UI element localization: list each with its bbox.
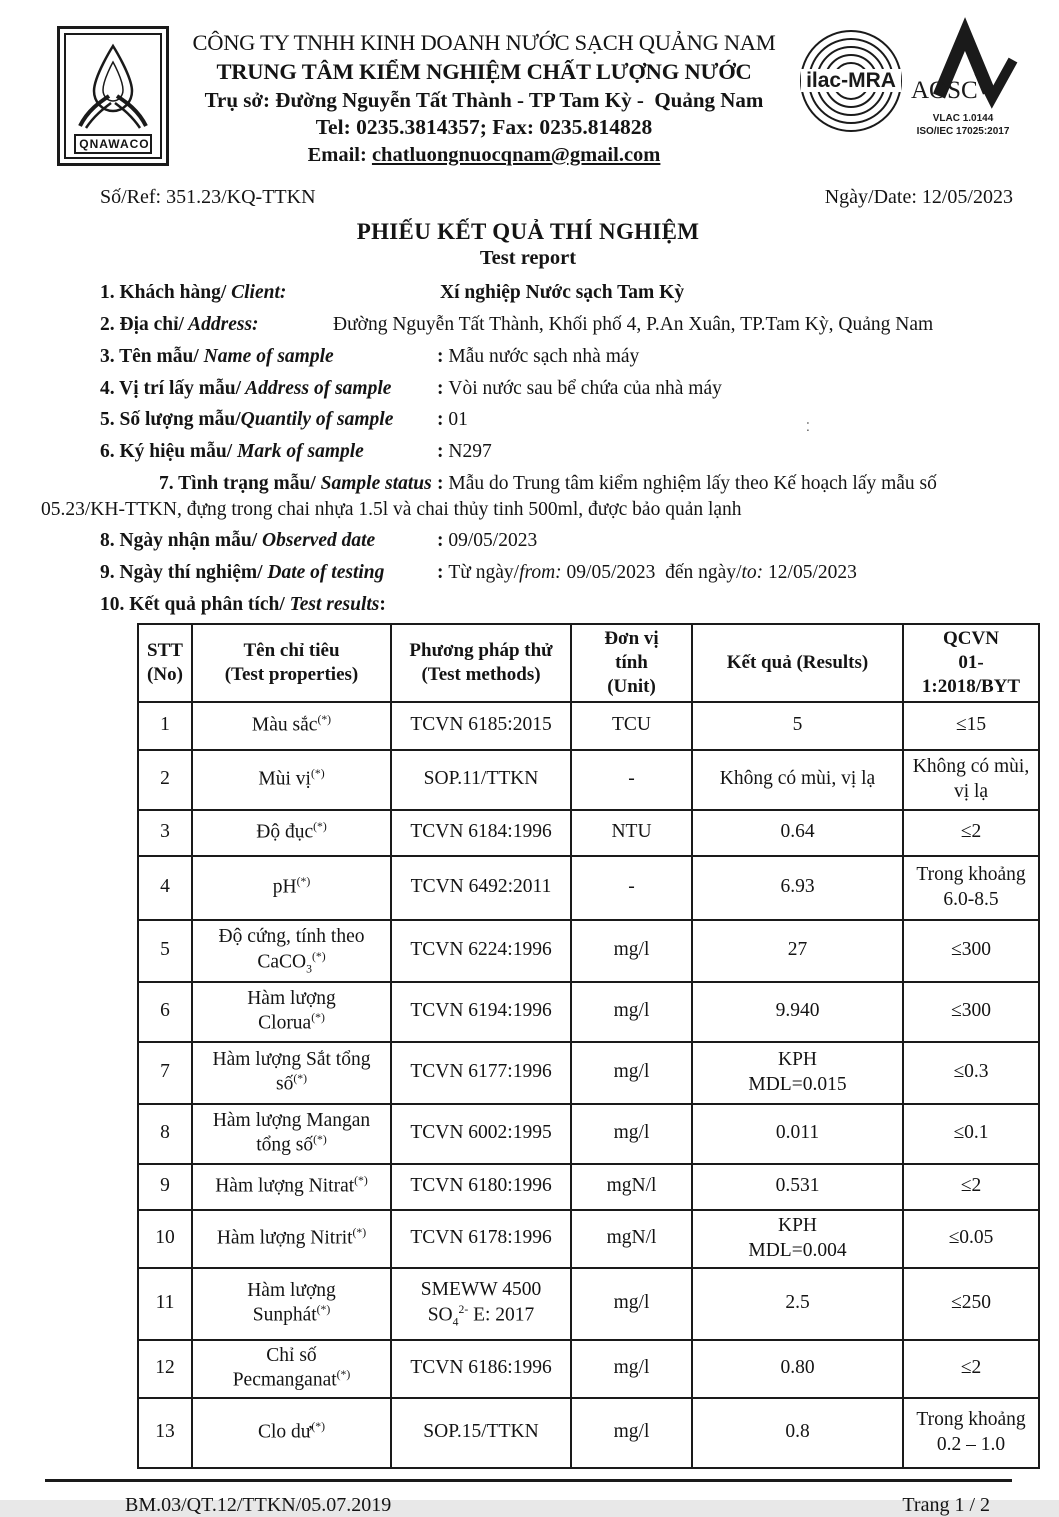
column-header: Kết quả (Results)	[692, 624, 903, 701]
info-label-1: 1. Khách hàng/ Client:	[100, 282, 287, 304]
cell-name: Mùi vị(*)	[192, 750, 391, 810]
cell-limit: Trong khoảng 6.0-8.5	[903, 856, 1039, 920]
results-table	[137, 623, 1040, 1468]
info-item-8: 8. Ngày nhận mẫu/ Observed date : 09/05/2023	[41, 528, 1015, 554]
info-item-4: 4. Vị trí lấy mẫu/ Address of sample : Vòi nước sau bể chứa của nhà máy	[41, 376, 1015, 402]
info-item-10: 10. Kết quả phân tích/ Test results:	[41, 592, 1015, 618]
cell-limit: ≤0.1	[903, 1104, 1039, 1164]
reference-row	[41, 186, 1015, 209]
info-label-3: 3. Tên mẫu/ Name of sample	[100, 345, 334, 367]
cell-unit: TCU	[571, 702, 692, 750]
svg-text:ilac-MRA: ilac-MRA	[806, 69, 896, 92]
scan-artifact: ⁚	[806, 420, 810, 434]
column-header: Đơn vị tính (Unit)	[571, 624, 692, 701]
header-address: Trụ sở: Đường Nguyễn Tất Thành - TP Tam Kỳ - Quảng Nam	[204, 87, 764, 112]
info-item-3: 3. Tên mẫu/ Name of sample : Mẫu nước sạch nhà máy	[41, 344, 1015, 370]
water-drop-icon	[72, 38, 154, 134]
cell-no: 12	[138, 1340, 192, 1398]
cell-result: KPH MDL=0.015	[692, 1042, 903, 1104]
info-value-8: 09/05/2023	[448, 530, 538, 552]
info-value-5: 01	[448, 409, 468, 431]
cell-unit: -	[571, 750, 692, 810]
cell-result: 6.93	[692, 856, 903, 920]
info-label-8: 8. Ngày nhận mẫu/ Observed date	[100, 530, 376, 552]
sample-info-list	[41, 280, 1015, 617]
cell-no: 10	[138, 1210, 192, 1268]
aosc-icon	[909, 26, 1017, 108]
header-tel-fax: Tel: 0235.3814357; Fax: 0235.814828	[315, 114, 653, 139]
center-name: TRUNG TÂM KIỂM NGHIỆM CHẤT LƯỢNG NƯỚC	[216, 59, 752, 85]
info-item-1	[41, 280, 1015, 306]
cell-unit: mg/l	[571, 1268, 692, 1340]
cell-result: 0.8	[692, 1398, 903, 1468]
cell-result: 0.80	[692, 1340, 903, 1398]
cell-unit: -	[571, 856, 692, 920]
cell-limit: ≤300	[903, 920, 1039, 982]
table-header-row	[138, 624, 1039, 701]
cell-method: TCVN 6186:1996	[391, 1340, 571, 1398]
info-label-7: 7. Tình trạng mẫu/ Sample status	[159, 472, 432, 494]
cell-limit: ≤250	[903, 1268, 1039, 1340]
cell-name: Hàm lượng Nitrit(*)	[192, 1210, 391, 1268]
aosc-logo	[909, 26, 1017, 138]
cell-limit: ≤300	[903, 982, 1039, 1042]
info-item-2	[41, 312, 1015, 338]
cell-method: TCVN 6492:2011	[391, 856, 571, 920]
table-row	[138, 920, 1039, 982]
info-item-6: 6. Ký hiệu mẫu/ Mark of sample : N297	[41, 439, 1015, 465]
cell-no: 13	[138, 1398, 192, 1468]
footer	[41, 1494, 1015, 1517]
cell-no: 1	[138, 702, 192, 750]
cell-name: pH(*)	[192, 856, 391, 920]
table-row	[138, 1042, 1039, 1104]
header-text-block	[169, 26, 799, 168]
cell-method: SOP.15/TTKN	[391, 1398, 571, 1468]
qnawaco-logo-frame	[64, 33, 162, 159]
title-english: Test report	[479, 247, 577, 270]
cell-no: 3	[138, 810, 192, 856]
table-row	[138, 1210, 1039, 1268]
table-row	[138, 702, 1039, 750]
cell-name: Hàm lượng Mangan tổng số(*)	[192, 1104, 391, 1164]
info-label-6: 6. Ký hiệu mẫu/ Mark of sample	[100, 441, 364, 463]
form-code: BM.03/QT.12/TTKN/05.07.2019	[125, 1493, 392, 1516]
cell-unit: mg/l	[571, 982, 692, 1042]
column-header: STT (No)	[138, 624, 192, 701]
table-row	[138, 856, 1039, 920]
report-date: Ngày/Date: 12/05/2023	[824, 186, 1013, 209]
qnawaco-logo	[57, 26, 169, 166]
info-value-2: Đường Nguyễn Tất Thành, Khối phố 4, P.An Xuân, TP.Tam Kỳ, Quảng Nam	[333, 314, 934, 336]
cell-name: Màu sắc(*)	[192, 702, 391, 750]
info-label-9: 9. Ngày thí nghiệm/ Date of testing	[100, 561, 385, 583]
info-label-5: 5. Số lượng mẫu/Quantily of sample	[100, 409, 394, 431]
cell-name: Độ cứng, tính theo CaCO$_3$(*)	[192, 920, 391, 982]
cell-result: KPH MDL=0.004	[692, 1210, 903, 1268]
accreditation-logos	[799, 26, 1015, 141]
cell-name: Hàm lượng Nitrat(*)	[192, 1164, 391, 1210]
info-value-1: Xí nghiệp Nước sạch Tam Kỳ	[440, 282, 685, 304]
table-row	[138, 982, 1039, 1042]
qnawaco-logo-text: QNAWACO	[74, 134, 151, 154]
info-value-7: Mẫu do Trung tâm kiểm nghiệm lấy theo Kế hoạch lấy mẫu số 05.23/KH-TTKN, đựng trong chai nhựa 1.5l và chai thủy tinh 500ml, được bảo quản lạnh	[41, 472, 937, 520]
cell-no: 8	[138, 1104, 192, 1164]
aosc-iso-text: ISO/IEC 17025:2017	[916, 125, 1010, 137]
page-number: Trang 1 / 2	[902, 1493, 990, 1516]
cell-no: 5	[138, 920, 192, 982]
cell-limit: ≤0.05	[903, 1210, 1039, 1268]
cell-method: TCVN 6177:1996	[391, 1042, 571, 1104]
company-name: CÔNG TY TNHH KINH DOANH NƯỚC SẠCH QUẢNG NAM	[192, 30, 776, 55]
cell-unit: mgN/l	[571, 1164, 692, 1210]
cell-method: SMEWW 4500 $SO_4^{2-}$ E: 2017	[391, 1268, 571, 1340]
info-label-2: 2. Địa chỉ/ Address:	[100, 314, 259, 336]
table-row	[138, 1164, 1039, 1210]
cell-result: Không có mùi, vị lạ	[692, 750, 903, 810]
info-value-4: Vòi nước sau bể chứa của nhà máy	[448, 377, 722, 399]
column-header: Phương pháp thử (Test methods)	[391, 624, 571, 701]
cell-unit: mg/l	[571, 1398, 692, 1468]
column-header: Tên chỉ tiêu (Test properties)	[192, 624, 391, 701]
cell-name: Hàm lượng Sắt tổng số(*)	[192, 1042, 391, 1104]
header-email-line	[175, 142, 793, 169]
cell-no: 4	[138, 856, 192, 920]
table-row	[138, 1398, 1039, 1468]
table-row	[138, 750, 1039, 810]
cell-result: 0.011	[692, 1104, 903, 1164]
table-row	[138, 1268, 1039, 1340]
cell-name: Hàm lượng Sunphát(*)	[192, 1268, 391, 1340]
cell-limit: ≤0.3	[903, 1042, 1039, 1104]
cell-method: TCVN 6194:1996	[391, 982, 571, 1042]
cell-method: TCVN 6002:1995	[391, 1104, 571, 1164]
footer-divider	[45, 1479, 1012, 1482]
column-header: QCVN 01- 1:2018/BYT	[903, 624, 1039, 701]
info-value-6: N297	[448, 441, 492, 463]
cell-result: 0.64	[692, 810, 903, 856]
info-value-9: Từ ngày/from: 09/05/2023 đến ngày/to: 12/05/2023	[448, 561, 857, 583]
cell-unit: mg/l	[571, 1104, 692, 1164]
cell-method: SOP.11/TTKN	[391, 750, 571, 810]
cell-result: 5	[692, 702, 903, 750]
cell-unit: NTU	[571, 810, 692, 856]
email-label: Email:	[307, 143, 372, 166]
info-item-5: 5. Số lượng mẫu/Quantily of sample : 01	[41, 407, 1015, 433]
cell-name: Clo dư(*)	[192, 1398, 391, 1468]
cell-name: Hàm lượng Clorua(*)	[192, 982, 391, 1042]
cell-unit: mg/l	[571, 1042, 692, 1104]
cell-result: 2.5	[692, 1268, 903, 1340]
cell-no: 9	[138, 1164, 192, 1210]
info-label-4: 4. Vị trí lấy mẫu/ Address of sample	[100, 377, 392, 399]
table-row	[138, 1340, 1039, 1398]
cell-no: 6	[138, 982, 192, 1042]
svg-text:AOSC: AOSC	[911, 77, 978, 104]
cell-no: 2	[138, 750, 192, 810]
cell-limit: Trong khoảng 0.2 – 1.0	[903, 1398, 1039, 1468]
table-row	[138, 810, 1039, 856]
cell-method: TCVN 6224:1996	[391, 920, 571, 982]
cell-result: 0.531	[692, 1164, 903, 1210]
cell-unit: mgN/l	[571, 1210, 692, 1268]
info-value-3: Mẫu nước sạch nhà máy	[448, 345, 640, 367]
document-header	[41, 26, 1015, 168]
ilac-mra-icon	[799, 26, 903, 136]
email-address: chatluongnuocqnam@gmail.com	[371, 143, 661, 166]
cell-method: TCVN 6185:2015	[391, 702, 571, 750]
cell-unit: mg/l	[571, 920, 692, 982]
info-item-7: 7. Tình trạng mẫu/ Sample status : Mẫu do Trung tâm kiểm nghiệm lấy theo Kế hoạch lấy mẫu số 05.23/KH-TTKN, đựng trong chai nhựa 1.5l và chai thủy tinh 500ml, được bảo quản lạnh	[41, 472, 937, 520]
cell-method: TCVN 6180:1996	[391, 1164, 571, 1210]
info-label-10: 10. Kết quả phân tích/ Test results	[100, 593, 380, 615]
cell-no: 11	[138, 1268, 192, 1340]
cell-unit: mg/l	[571, 1340, 692, 1398]
cell-limit: Không có mùi, vị lạ	[903, 750, 1039, 810]
cell-result: 9.940	[692, 982, 903, 1042]
cell-name: Chỉ số Pecmanganat(*)	[192, 1340, 391, 1398]
ilac-mra-logo	[799, 26, 903, 141]
cell-method: TCVN 6178:1996	[391, 1210, 571, 1268]
ref-number: Số/Ref: 351.23/KQ-TTKN	[100, 186, 316, 209]
cell-name: Độ đục(*)	[192, 810, 391, 856]
cell-limit: ≤2	[903, 1340, 1039, 1398]
table-row	[138, 1104, 1039, 1164]
cell-limit: ≤2	[903, 810, 1039, 856]
title-vietnamese: PHIẾU KẾT QUẢ THÍ NGHIỆM	[356, 219, 700, 245]
cell-limit: ≤15	[903, 702, 1039, 750]
cell-method: TCVN 6184:1996	[391, 810, 571, 856]
aosc-vlac-text: VLAC 1.0144	[932, 113, 994, 124]
cell-limit: ≤2	[903, 1164, 1039, 1210]
cell-result: 27	[692, 920, 903, 982]
cell-no: 7	[138, 1042, 192, 1104]
info-item-9: 9. Ngày thí nghiệm/ Date of testing : Từ ngày/from: 09/05/2023 đến ngày/to: 12/05/2023	[41, 560, 1015, 586]
